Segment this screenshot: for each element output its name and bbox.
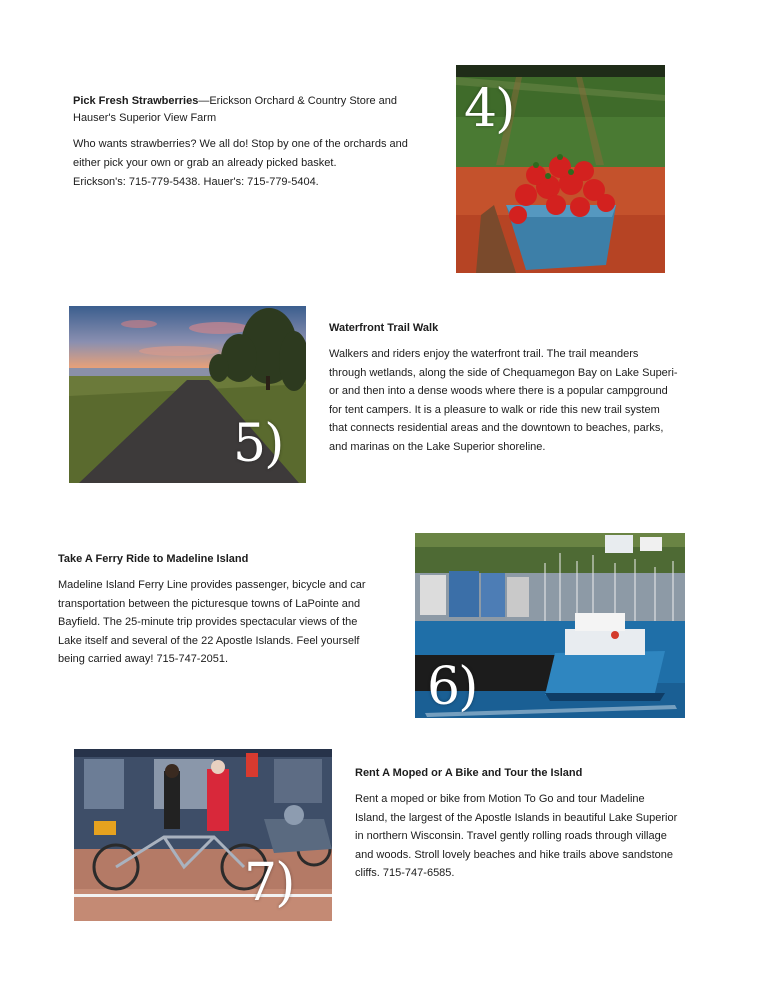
body-line: Rent a moped or bike from Motion To Go and tour Madeline <box>355 793 645 805</box>
body-line: transportation between the picturesque towns of LaPointe and <box>58 597 361 610</box>
trail-body <box>329 345 709 456</box>
strawberries-photo <box>456 65 665 273</box>
body-line: Walkers and riders enjoy the waterfront trail. The trail meanders <box>329 348 639 360</box>
trail-title: Waterfront Trail Walk <box>329 322 439 334</box>
body-line: and woods. Stroll lovely beaches and hike trails above sandstone <box>355 848 673 861</box>
body-line: through wetlands, along the side of Chequamegon Bay on Lake Superi- <box>329 366 678 379</box>
strawberries-number: 4) <box>464 79 514 139</box>
section-ferry <box>58 551 398 669</box>
ferry-title: Take A Ferry Ride to Madeline Island <box>58 553 249 565</box>
body-line: cliffs. 715-747-6585. <box>355 867 455 879</box>
section-strawberries <box>73 93 433 192</box>
section-trail <box>329 320 709 456</box>
strawberries-title: Pick Fresh Strawberries <box>73 95 199 107</box>
bike-title: Rent A Moped or A Bike and Tour the Island <box>355 767 583 779</box>
body-line: being carried away! 715-747-2051. <box>58 653 229 665</box>
body-line: Who wants strawberries? We all do! Stop by one of the orchards and <box>73 138 408 150</box>
body-line: Bayfield. The 25-minute trip provides spectacular views of the <box>58 616 358 628</box>
bike-body <box>355 790 715 883</box>
body-line: that connects residential areas and the downtown to beaches, parks, <box>329 422 664 434</box>
body-line: Madeline Island Ferry Line provides passenger, bicycle and car <box>58 579 366 591</box>
ferry-number: 6) <box>427 657 477 717</box>
body-line: either pick your own or grab an already picked basket. <box>73 157 337 169</box>
body-line: Island, the largest of the Apostle Islands in beautiful Lake Superior <box>355 811 678 824</box>
trail-number: 5) <box>233 414 283 474</box>
bike-number: 7) <box>244 853 294 913</box>
strawberries-heading <box>73 93 423 127</box>
body-line: Erickson's: 715-779-5438. Hauer's: 715-779-5404. <box>73 176 319 188</box>
ferry-photo <box>415 533 685 718</box>
strawberries-body <box>73 135 433 192</box>
ferry-body <box>58 576 398 669</box>
strawberries-title-rest: —Erickson Orchard & Country Store and Hauser's Superior View Farm <box>73 95 398 124</box>
body-line: for tent campers. It is a pleasure to walk or ride this new trail system <box>329 403 660 416</box>
body-line: in northern Wisconsin. Travel gently rolling roads through village <box>355 830 667 842</box>
section-bike <box>355 765 715 883</box>
bike-photo <box>74 749 332 921</box>
body-line: Lake itself and several of the 22 Apostle Islands. Feel yourself <box>58 634 360 647</box>
body-line: and marinas on the Lake Superior shoreline. <box>329 440 546 453</box>
body-line: or and then into a dense woods where there is a popular campground <box>329 385 668 397</box>
trail-photo <box>69 306 306 483</box>
